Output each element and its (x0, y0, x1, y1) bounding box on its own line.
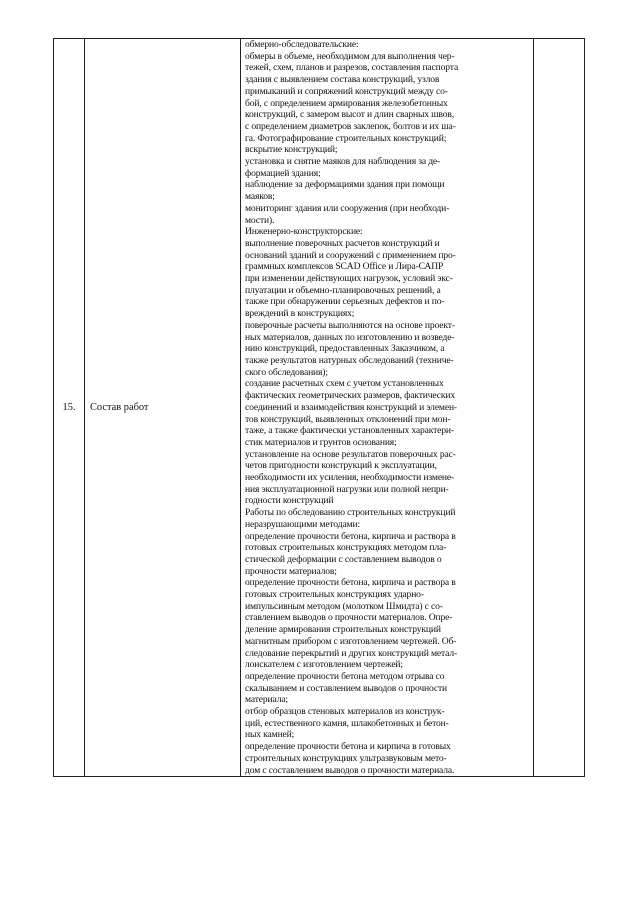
description-line: ных камней; (245, 729, 295, 741)
description-line: строительных конструкциях ультразвуковым мето- (245, 752, 447, 764)
description-line: тежей, схем, планов и разрезов, составления паспорта (245, 62, 459, 74)
description-line: выполнение поверочных расчетов конструкций и (245, 237, 440, 249)
description-line: неразрушающими методами: (245, 518, 360, 530)
description-line: ния эксплуатационной нагрузки или полной непри- (245, 483, 449, 495)
description-line: вскрытие конструкций; (245, 144, 338, 156)
description-line: вреждений в конструкциях; (245, 308, 355, 320)
description-line: нию конструкций, предоставленных Заказчиком, а (245, 343, 445, 355)
description-line: определение прочности бетона, кирпича и раствора в (245, 577, 456, 589)
description-line: поверочные расчеты выполняются на основе проект- (245, 319, 455, 331)
description-line: деление армирования строительных конструкций (245, 624, 441, 636)
description-line: определение прочности бетона, кирпича и раствора в (245, 530, 456, 542)
description-line: примыканий и сопряжений конструкций между со- (245, 85, 448, 97)
description-line: при изменении действующих нагрузок, условий экс- (245, 273, 453, 285)
description-line: оснований зданий и сооружений с применением про- (245, 249, 456, 261)
description-line: граммных комплексов SCAD Office и Лира-САПР (245, 261, 444, 273)
row-title: Состав работ (85, 39, 241, 777)
description-line: стической деформации с составлением выводов о (245, 553, 442, 565)
works-table (53, 38, 585, 777)
description-line: га. Фотографирование строительных конструкций; (245, 132, 447, 144)
description-line: фактических геометрических размеров, фактических (245, 390, 455, 402)
description-line: лоискателем с изготовлением чертежей; (245, 659, 403, 671)
description-line: дом с составлением выводов о прочности материала. (245, 764, 455, 776)
description-line: таже, а также фактически установленных характери- (245, 425, 454, 437)
description-line: формацией здания; (245, 167, 321, 179)
description-line: здания с выявлением состава конструкций, узлов (245, 74, 440, 86)
description-line: маяков; (245, 191, 275, 203)
description-line: ных материалов, данных по изготовлению и возведе- (245, 331, 455, 343)
works-description (241, 39, 534, 777)
description-line: установление на основе результатов поверочных рас- (245, 448, 456, 460)
description-line: Инженерно-конструкторские: (245, 226, 363, 238)
description-line: определение прочности бетона методом отрыва со (245, 670, 445, 682)
description-line: также результатов натурных обследований (техниче- (245, 354, 454, 366)
description-line: обмерно-обследовательские: (245, 39, 359, 50)
description-line: плуатации и объемно-планировочных решений, а (245, 284, 441, 296)
description-line: годности конструкций (245, 495, 334, 507)
description-line: следование перекрытий и других конструкций метал- (245, 647, 458, 659)
description-line: соединений и взаимодействия конструкций и элемен- (245, 401, 457, 413)
description-line: обмеры в объеме, необходимом для выполнения чер- (245, 50, 455, 62)
description-line: наблюдение за деформациями здания при помощи (245, 179, 445, 191)
description-line: готовых строительных конструкциях ударно- (245, 589, 424, 601)
table-row (54, 39, 585, 777)
description-line: Работы по обследованию строительных конструкций (245, 507, 456, 519)
description-line: скалыванием и составлением выводов о прочности (245, 682, 448, 694)
row-number: 15. (54, 39, 85, 777)
description-line: бой, с определением армирования железобетонных (245, 97, 448, 109)
description-line: с определением диаметров заклепок, болтов и их ша- (245, 120, 456, 132)
description-line: установка и снятие маяков для наблюдения за де- (245, 156, 441, 168)
description-line: стик материалов и грунтов основания; (245, 436, 397, 448)
description-line: создание расчетных схем с учетом установленных (245, 378, 444, 390)
description-line: необходимости их усиления, необходимости измене- (245, 472, 455, 484)
description-line: ставлением выводов о прочности материалов. Опре- (245, 612, 453, 624)
description-line: отбор образцов стеновых материалов из конструк- (245, 706, 445, 718)
description-line: также при обнаружении серьезных дефектов и по- (245, 296, 445, 308)
description-line: ского обследования); (245, 366, 328, 378)
empty-cell (534, 39, 585, 777)
description-line: готовых строительных конструкциях методом пла- (245, 542, 447, 554)
description-line: импульсивным методом (молотком Шмидта) с со- (245, 600, 443, 612)
description-line: прочности материалов; (245, 565, 337, 577)
description-line: четов пригодности конструкций к эксплуатации, (245, 460, 437, 472)
description-line: конструкций, с замером высот и длин сварных швов, (245, 109, 454, 121)
description-line: магнитным прибором с изготовлением чертежей. Об- (245, 635, 457, 647)
description-line: ций, естественного камня, шлакобетонных и бетон- (245, 717, 449, 729)
description-line: тов конструкций, выявленных отклонений при мон- (245, 413, 451, 425)
description-line: мости). (245, 214, 275, 226)
description-line: материала; (245, 694, 288, 706)
description-line: определение прочности бетона и кирпича в готовых (245, 741, 451, 753)
description-line: мониторинг здания или сооружения (при необходи- (245, 202, 450, 214)
